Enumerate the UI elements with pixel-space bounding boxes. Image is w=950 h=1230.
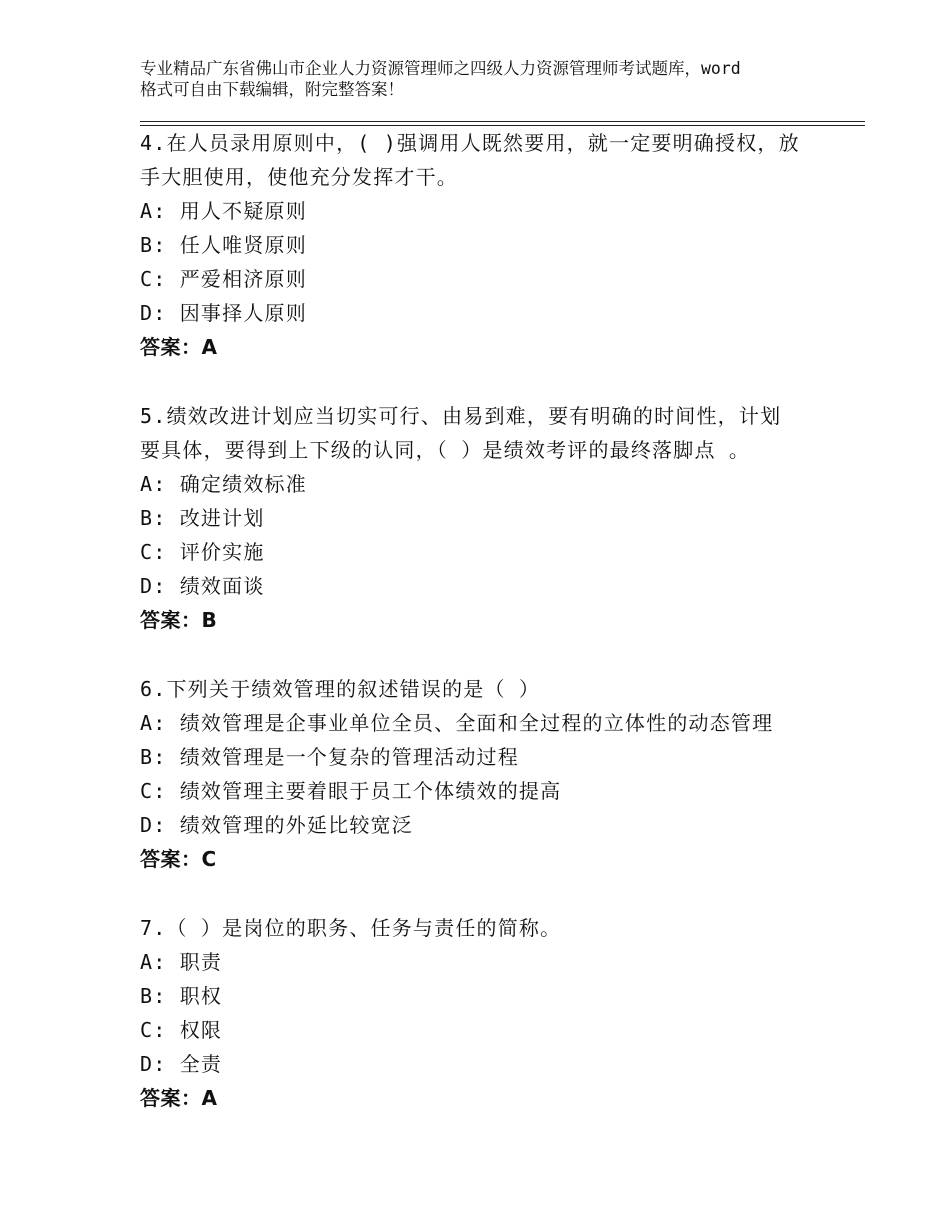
option-a: A: 用人不疑原则 (140, 199, 307, 223)
option-c: C: 评价实施 (140, 540, 265, 564)
question-5 (140, 399, 820, 637)
answer-label: 答案：B (140, 608, 218, 632)
option-c: C: 权限 (140, 1018, 223, 1042)
option-a: A: 职责 (140, 950, 223, 974)
option-b: B: 改进计划 (140, 506, 265, 530)
option-c: C: 绩效管理主要着眼于员工个体绩效的提高 (140, 779, 562, 803)
option-c: C: 严爱相济原则 (140, 267, 307, 291)
header-line-2: 格式可自由下载编辑，附完整答案！ (140, 80, 404, 99)
question-stem-line: 手大胆使用，使他充分发挥才干。 (140, 165, 458, 189)
option-b: B: 绩效管理是一个复杂的管理活动过程 (140, 745, 519, 769)
option-d: D: 全责 (140, 1052, 223, 1076)
question-7 (140, 911, 820, 1115)
question-stem-line: 6.下列关于绩效管理的叙述错误的是（ ） (140, 677, 541, 701)
answer-label: 答案：A (140, 335, 218, 359)
option-a: A: 确定绩效标准 (140, 472, 307, 496)
question-stem-line: 要具体，要得到上下级的认同，（ ）是绩效考评的最终落脚点 。 (140, 438, 751, 462)
option-d: D: 绩效面谈 (140, 574, 265, 598)
header-line-1: 专业精品广东省佛山市企业人力资源管理师之四级人力资源管理师考试题库，word (140, 59, 741, 78)
document-header (140, 58, 830, 100)
option-b: B: 任人唯贤原则 (140, 233, 307, 257)
option-d: D: 绩效管理的外延比较宽泛 (140, 813, 413, 837)
answer-label: 答案：A (140, 1086, 218, 1110)
question-4 (140, 126, 820, 364)
option-d: D: 因事择人原则 (140, 301, 307, 325)
question-6 (140, 672, 820, 876)
answer-label: 答案：C (140, 847, 217, 871)
question-stem-line: 7.（ ）是岗位的职务、任务与责任的简称。 (140, 916, 562, 940)
question-stem-line: 4.在人员录用原则中，( )强调用人既然要用，就一定要明确授权，放 (140, 131, 800, 155)
question-stem-line: 5.绩效改进计划应当切实可行、由易到难，要有明确的时间性，计划 (140, 404, 782, 428)
option-b: B: 职权 (140, 984, 223, 1008)
header-rule-top (140, 121, 865, 122)
option-a: A: 绩效管理是企事业单位全员、全面和全过程的立体性的动态管理 (140, 711, 774, 735)
